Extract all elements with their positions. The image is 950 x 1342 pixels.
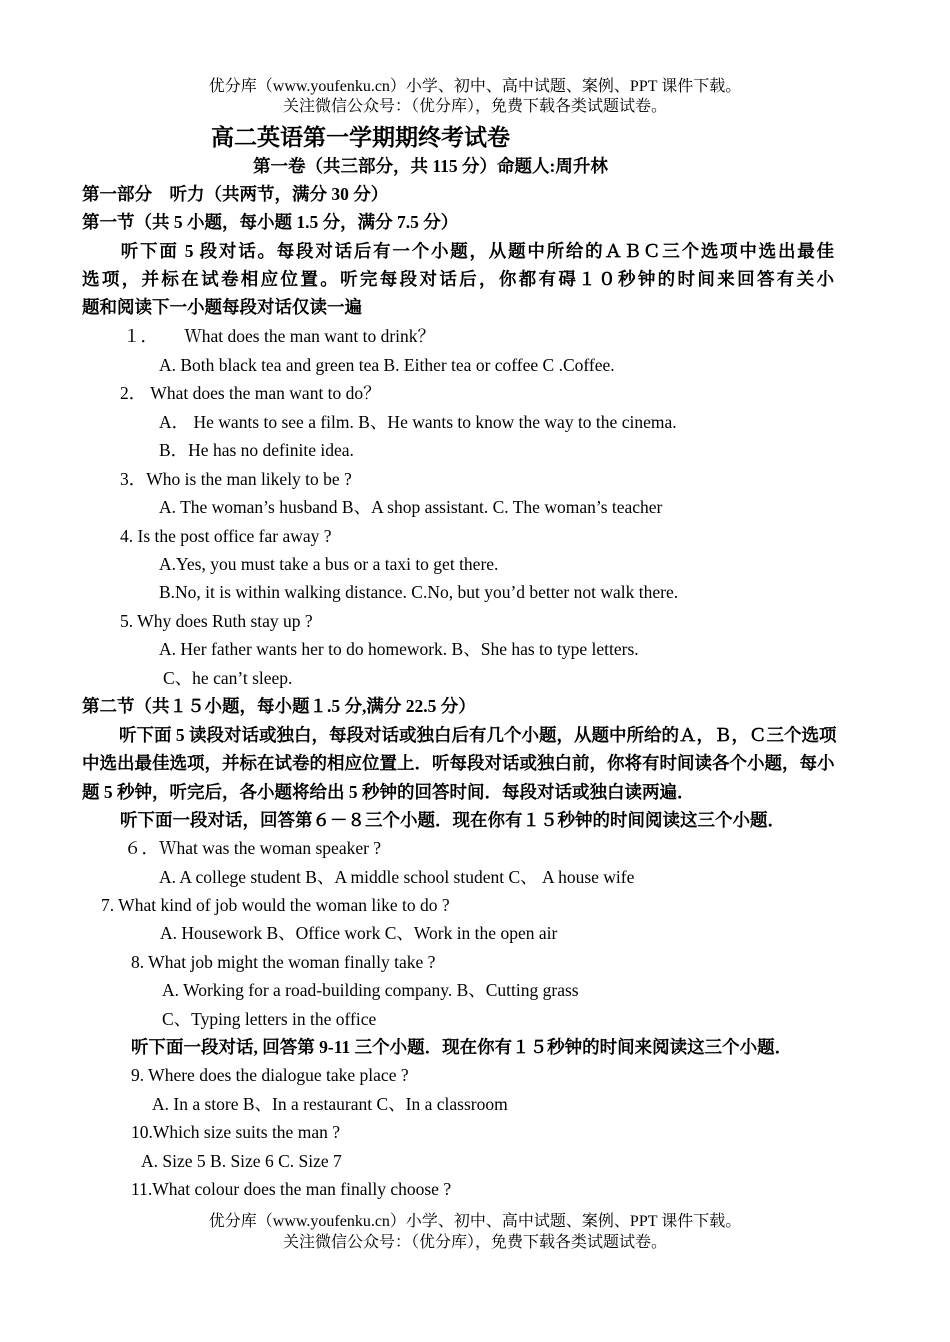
question-8-options-a: A. Working for a road-building company. B、Cutting grass [162,980,579,1000]
question-4: 4. Is the post office far away ? [120,526,332,546]
question-6-options: A. A college student B、A middle school student C、 A house wife [159,867,635,887]
section2-instruction-1: 听下面 5 读段对话或独白，每段对话或独白后有几个小题，从题中所给的Ａ，Ｂ，Ｃ三个选项 [119,725,837,745]
question-11: 11.What colour does the man finally choose ? [131,1179,452,1199]
group1-instruction: 听下面一段对话，回答第６－８三个小题．现在你有１５秒钟的时间阅读这三个小题． [120,810,785,830]
section1-heading: 第一节（共 5 小题，每小题 1.5 分，满分 7.5 分） [82,212,459,232]
question-2-options-b: B．He has no definite idea. [159,440,354,460]
question-4-options-a: A.Yes, you must take a bus or a taxi to get there. [159,554,499,574]
page-subtitle: 第一卷（共三部分，共 115 分）命题人:周升林 [253,156,608,176]
question-7: 7. What kind of job would the woman like to do ? [101,895,450,915]
section1-instruction-3: 题和阅读下一小题每段对话仅读一遍 [82,297,362,317]
question-8-options-b: C、Typing letters in the office [162,1009,377,1029]
question-10: 10.Which size suits the man ? [131,1122,340,1142]
question-5-options-a: A. Her father wants her to do homework. B、She has to type letters. [159,639,639,659]
footer-line-1: 优分库（www.youfenku.cn）小学、初中、高中试题、案例、PPT 课件下载。 [208,1213,742,1230]
section2-instruction-3: 题 5 秒钟，听完后，各小题将给出 5 秒钟的回答时间．每段对话或独白读两遍． [82,782,695,802]
header-line-2: 关注微信公众号：（优分库），免费下载各类试题试卷。 [282,98,667,115]
question-5: 5. Why does Ruth stay up ? [120,611,313,631]
section1-instruction-1: 听下面 5 段对话。每段对话后有一个小题，从题中所给的ＡＢＣ三个选项中选出最佳 [119,241,834,261]
question-3: 3．Who is the man likely to be ? [120,469,352,489]
question-6: ６．Ｗhat was the woman speaker ? [124,838,382,858]
section2-instruction-2: 中选出最佳选项，并标在试卷的相应位置上．听每段对话或独白前，你将有时间读各个小题，每小 [82,753,835,773]
question-10-options: A. Size 5 B. Size 6 C. Size 7 [141,1151,342,1171]
question-9: 9. Where does the dialogue take place ? [131,1065,409,1085]
section1-instruction-2: 选项，并标在试卷相应位置。听完每段对话后，你都有碍１０秒钟的时间来回答有关小 [82,269,834,289]
group2-instruction: 听下面一段对话, 回答第 9-11 三个小题．现在你有１５秒钟的时间来阅读这三个小题． [131,1037,793,1057]
footer-line-2: 关注微信公众号：（优分库），免费下载各类试题试卷。 [282,1234,667,1251]
page-title: 高二英语第一学期期终考试卷 [211,125,510,150]
question-1-options: A. Both black tea and green tea B. Either tea or coffee C .Coffee. [159,355,615,375]
question-4-options-b: B.No, it is within walking distance. C.No, but you’d better not walk there. [159,582,679,602]
question-2: 2． What does the man want to do？ [120,383,381,403]
question-5-options-b: C、he can’t sleep. [163,668,293,688]
question-1: １． Ｗhat does the man want to drink？ [123,326,436,346]
header-line-1: 优分库（www.youfenku.cn）小学、初中、高中试题、案例、PPT 课件下载。 [208,78,742,95]
question-2-options-a: A． He wants to see a film. B、He wants to know the way to the cinema. [159,412,677,432]
section2-heading: 第二节（共１５小题，每小题１.5 分,满分 22.5 分） [82,696,476,716]
question-9-options: A. In a store B、In a restaurant C、In a classroom [152,1094,508,1114]
question-8: 8. What job might the woman finally take ? [131,952,436,972]
question-3-options: A. The woman’s husband B、A shop assistant. C. The woman’s teacher [159,497,663,517]
part1-heading: 第一部分 听力（共两节，满分 30 分） [82,184,389,204]
question-7-options: A. Housework B、Office work C、Work in the open air [160,923,558,943]
